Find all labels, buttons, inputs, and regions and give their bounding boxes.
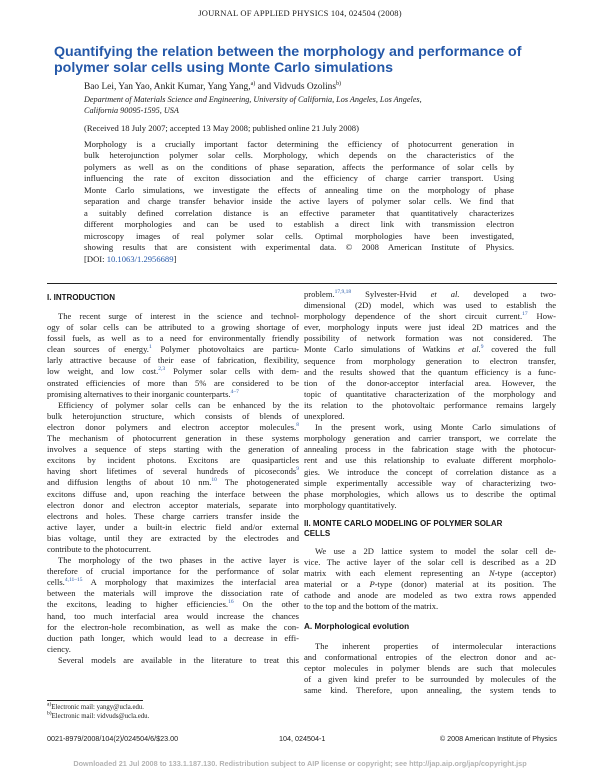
author-list (84, 82, 341, 92)
text-segment: morphology quantitatively. (304, 499, 397, 510)
text-line (47, 599, 299, 610)
text-segment: excitons diffuse and, upon reaching the interface between the (47, 488, 299, 499)
text-line (304, 478, 556, 489)
text-segment: material or a (304, 579, 370, 590)
text-line (304, 411, 556, 422)
text-line (304, 333, 556, 344)
text-line (304, 344, 556, 355)
text-segment: electron donor and electron acceptor materials, separate into (47, 499, 299, 510)
footer-issn: 0021-8979/2008/104(2)/024504/6/$23.00 (47, 734, 179, 743)
reference-citation[interactable]: 17,9,18 (334, 289, 352, 296)
text-line (304, 422, 556, 433)
section-heading-monte-carlo-line-2: CELLS (304, 528, 331, 538)
text-line (304, 579, 556, 590)
text-segment: Sylvester-Hvid (351, 289, 431, 299)
text-segment: larly attractive because of their ease of fabrication, flexibility, (47, 355, 299, 366)
text-line (47, 366, 299, 377)
left-column-text (47, 311, 299, 666)
text-line (304, 444, 556, 455)
text-segment: The mechanism of photocurrent generation in these systems (47, 433, 299, 444)
italic-text: et al. (430, 289, 460, 299)
author-footnote-mark-b[interactable]: b) (336, 80, 342, 87)
footer-copyright: © 2008 American Institute of Physics (439, 734, 557, 743)
text-segment: electrons and holes. These charge carriers transfer inside the (47, 510, 299, 521)
text-segment: cells. (47, 577, 65, 588)
text-segment: A morphology that maximizes the interfacial area (82, 577, 299, 588)
text-segment: How- (527, 311, 556, 322)
reference-citation[interactable]: 1 (148, 344, 152, 351)
text-line (304, 663, 556, 674)
reference-citation[interactable]: 10 (211, 477, 217, 484)
text-line (47, 611, 299, 622)
text-segment: Polymer photovoltaics are particu- (151, 344, 299, 355)
text-segment: Several models are available in the literature to treat this (58, 654, 299, 665)
text-segment: Monte Carlo simulations of Watkins (304, 344, 459, 355)
text-segment: The photogenerated (216, 477, 299, 488)
footnote-b-text[interactable]: Electronic mail: vidvuds@ucla.edu. (51, 713, 150, 720)
text-segment: fossil fuels, as well as to a need for environmentally friendly (47, 333, 299, 344)
footnote-a-text[interactable]: Electronic mail: yangy@ucla.edu. (51, 704, 144, 711)
text-line (304, 652, 556, 663)
text-segment: clean sources of energy. (47, 344, 149, 355)
text-line (47, 422, 299, 433)
reference-citation[interactable]: 9 (480, 344, 484, 351)
text-segment: matrix with each element representing an (304, 568, 490, 579)
text-line (47, 444, 299, 455)
text-line (47, 344, 299, 355)
text-line (304, 389, 556, 400)
text-segment: dimensional (2D) model, which was used to establish the (304, 300, 556, 311)
affiliation (84, 94, 524, 116)
text-segment: onstrated efficiencies of more than 5% are considered to be (47, 377, 299, 388)
download-notice: Downloaded 21 Jul 2008 to 133.1.187.130. Redistribution subject to AIP license or copyright; see http://jap.aip.org/jap/copyright.jsp (73, 759, 527, 768)
reference-citation[interactable]: 9 (296, 466, 299, 473)
text-segment: phase morphologies, which allows us to describe the optimal (304, 488, 556, 499)
text-segment: bulk heterojunction structure, which consists of blends of (47, 410, 299, 421)
text-segment: rent and use this relationship to evaluate different morpholo- (304, 455, 556, 466)
text-segment: between the materials will improve the dissociation rate of (47, 588, 299, 599)
text-line (47, 566, 299, 577)
author-names-1: Bao Lei, Yan Yao, Ankit Kumar, Yang Yang, (84, 82, 251, 92)
abstract-line: influencing the rate of exciton dissociation and the efficiency of charge carrier transport. Using (84, 173, 514, 184)
doi-line (84, 254, 514, 265)
text-segment: The recent surge of interest in the science and technol- (58, 311, 299, 321)
text-segment: We use a 2D lattice system to model the solar cell de- (315, 545, 556, 556)
text-line (304, 289, 556, 300)
text-segment: morphology generation and carrier transport, we correlate the (304, 433, 556, 444)
text-segment: developed a two- (459, 289, 557, 299)
left-column (47, 293, 299, 666)
text-line (47, 455, 299, 466)
text-segment: and diffusion lengths of about 10 nm. (47, 477, 212, 488)
text-line (47, 355, 299, 366)
text-line (304, 674, 556, 685)
right-column (304, 289, 556, 696)
text-segment: ever, morphology inputs were just ideal 2D matrices and the (304, 322, 556, 333)
footnotes (47, 703, 149, 721)
italic-text: et al. (458, 344, 481, 355)
text-line (304, 322, 556, 333)
text-line (304, 467, 556, 478)
text-segment: cathode and anode are modeled as two extra rows appended (304, 590, 556, 601)
text-line (304, 300, 556, 311)
text-segment: excitons by incident photons. Excitons are quasiparticles (47, 455, 299, 466)
text-segment: electron donor polymers and electron acceptor molecules. (47, 421, 297, 432)
text-segment: therefore of crucial importance for the performance of solar (47, 566, 299, 577)
text-segment: ceptor molecules in polymer blends are such that molecules (304, 662, 556, 673)
text-segment: its relation to the photovoltaic performance remains largely (304, 399, 556, 410)
doi-link[interactable]: 10.1063/1.2956689 (106, 253, 174, 264)
text-line (304, 489, 556, 500)
text-line (304, 433, 556, 444)
text-segment: and the results showed that the quantum efficiency is a func- (304, 366, 556, 377)
text-line (304, 455, 556, 466)
article-title: Quantifying the relation between the morphology and performance of polymer solar cells using Monte Carlo simulations (54, 44, 522, 76)
abstract-line: different morphologies and can be used to establish a direct link with transmission electron (84, 219, 514, 230)
text-line (304, 367, 556, 378)
text-segment: simple experimentally accessible way of characterizing two- (304, 477, 556, 488)
text-line (47, 533, 299, 544)
text-segment: same kind. Therefore, upon annealing, the system tends to (304, 684, 556, 695)
reference-citation[interactable]: 4,11–15 (64, 577, 83, 584)
text-segment: -type (donor) material at its position. The (374, 579, 556, 590)
text-segment: annealing process in the fabrication stage with the photocur- (304, 444, 556, 455)
received-dates: (Received 18 July 2007; accepted 13 May 2008; published online 21 July 2008) (84, 123, 359, 133)
text-segment: The morphology of the two phases in the active layer is (58, 555, 299, 566)
text-line (304, 378, 556, 389)
text-line (47, 433, 299, 444)
author-footnote-mark-a[interactable]: a) (250, 80, 256, 87)
text-line (47, 466, 299, 477)
text-segment: morphology dependence of the short circuit current. (304, 311, 523, 322)
text-segment: having short lifetimes of several hundreds of picoseconds (47, 466, 297, 477)
text-line (47, 500, 299, 511)
text-segment: duction path longer, which would lead to a decrease in effi- (47, 632, 299, 643)
text-segment: Polymer solar cells with dem- (165, 366, 299, 377)
doi-suffix: ] (173, 253, 177, 264)
abstract-line: polymers as well as on the conditions of phase separation, affects the performance of solar cells by (84, 161, 514, 172)
text-line (47, 411, 299, 422)
italic-text: P (369, 579, 375, 590)
right-column-text-bottom (304, 641, 556, 696)
text-segment: the excitons, leading to higher efficiencies. (47, 599, 229, 610)
journal-header: JOURNAL OF APPLIED PHYSICS 104, 024504 (2008) (198, 8, 402, 18)
right-column-text-mid (304, 546, 556, 613)
text-line (47, 655, 299, 666)
text-segment: promising alternatives to their inorganic counterparts. (47, 388, 231, 399)
text-line (47, 389, 299, 400)
abstract-line: separation and charge transfer behavior inside the active layers of polymer solar cells. We find that (84, 196, 514, 207)
text-line (47, 311, 299, 322)
text-line (47, 544, 299, 555)
abstract-line: Monte Carlo simulations, we investigate the effects of annealing time on the morphology of phase (84, 184, 514, 195)
text-line (304, 641, 556, 652)
section-heading-introduction: I. INTRODUCTION (47, 293, 115, 302)
text-segment: to the top and the bottom of the matrix. (304, 601, 439, 612)
text-line (47, 477, 299, 488)
text-line (304, 685, 556, 696)
section-heading-monte-carlo (304, 519, 556, 539)
text-line (47, 577, 299, 588)
text-line (47, 322, 299, 333)
text-line (47, 588, 299, 599)
text-segment: sequence from morphology generation to electron transfer, (304, 355, 556, 366)
right-column-text-top (304, 289, 556, 511)
text-line (304, 546, 556, 557)
text-line (47, 378, 299, 389)
text-line (47, 644, 299, 655)
text-line (47, 522, 299, 533)
text-line (47, 333, 299, 344)
reference-citation[interactable]: 2,3 (158, 366, 166, 373)
footnote-a-mark: a) (47, 701, 52, 708)
footnote-divider (47, 700, 143, 701)
text-segment: The inherent properties of intermolecular interactions (315, 640, 556, 651)
footnote-a (47, 703, 149, 712)
doi-prefix: [DOI: (84, 253, 107, 264)
text-line (47, 511, 299, 522)
text-segment: bias voltage, until they are extracted by the electrodes and (47, 532, 299, 543)
text-line (304, 601, 556, 612)
abstract (84, 139, 514, 265)
text-line (304, 356, 556, 367)
abstract-line: bulk heterojunction polymer solar cells. Morphology, which depends on the characteristics of the (84, 150, 514, 161)
subsection-heading-morphological-evolution: A. Morphological evolution (304, 622, 410, 632)
text-segment: problem. (304, 289, 335, 299)
text-segment: On the other (233, 599, 300, 610)
text-segment: In the present work, using Monte Carlo simulations of (315, 422, 556, 433)
footnote-b-mark: b) (47, 710, 52, 717)
text-segment: ogy of solar cells can be attributed to a growing shortage of (47, 322, 299, 333)
section-divider (47, 283, 557, 284)
text-segment: covered the full (483, 344, 556, 355)
text-line (47, 489, 299, 500)
abstract-line: a suitably defined correlation distance is an effective parameter that quantitatively characterizes (84, 207, 514, 218)
text-segment: low weight, and low cost. (47, 366, 159, 377)
text-line (47, 555, 299, 566)
reference-citation[interactable]: 17 (522, 311, 528, 318)
text-line (304, 557, 556, 568)
italic-text: N (489, 568, 495, 579)
text-segment: for the electron-hole recombination, as well as make the con- (47, 621, 299, 632)
abstract-line: microscopy images of real polymer solar cells. Optimal morphologies have been investigated, (84, 230, 514, 241)
text-line (304, 500, 556, 511)
footnote-b (47, 712, 149, 721)
text-line (304, 400, 556, 411)
reference-citation[interactable]: 16 (228, 599, 234, 606)
abstract-line: Morphology is a crucially important factor determining the efficiency of photocurrent generation in (84, 139, 514, 149)
author-names-2: and Vidvuds Ozolins (255, 82, 337, 92)
text-segment: tion of the donor-acceptor interfacial area. However, the (304, 377, 556, 388)
text-line (304, 311, 556, 322)
text-segment: and conformational entropies of the electron donor and ac- (304, 651, 556, 662)
text-segment: Efficiency of polymer solar cells can be enhanced by the (58, 399, 299, 410)
reference-citation[interactable]: 8 (296, 422, 299, 429)
affiliation-line-2: California 90095-1595, USA (84, 106, 179, 115)
text-segment: unexplored. (304, 411, 345, 422)
text-segment: active layer, under a built-in electric field and/or external (47, 521, 299, 532)
text-line (304, 568, 556, 579)
footer-page-number: 104, 024504-1 (279, 734, 326, 743)
text-segment: topic of quantitative characterization of the morphology and (304, 388, 556, 399)
text-segment: involves a sequence of steps starting with the generation of (47, 444, 299, 455)
text-segment: possibility of network formation was not considered. The (304, 333, 556, 344)
text-segment: of a given kind prefer to be surrounded by molecules of the (304, 673, 556, 684)
text-segment: gies. We introduce the concept of correlation distance as a (304, 466, 556, 477)
section-heading-monte-carlo-line-1: II. MONTE CARLO MODELING OF POLYMER SOLAR (304, 518, 503, 528)
abstract-line: showing results that are consistent with experimental data. © 2008 American Institute of Physics. (84, 242, 514, 253)
text-segment: ciency. (47, 643, 71, 654)
text-segment: vice. The active layer of the solar cell is described as a 2D (304, 556, 556, 567)
text-line (47, 622, 299, 633)
text-line (304, 590, 556, 601)
text-line (47, 633, 299, 644)
reference-citation[interactable]: 4–7 (230, 388, 239, 395)
text-line (47, 400, 299, 411)
text-segment: hand, too much interfacial area would increase the chances (47, 610, 299, 621)
affiliation-line-1: Department of Materials Science and Engineering, University of California, Los Angeles, Los Angeles, (84, 95, 422, 104)
text-segment: contribute to the photocurrent. (47, 543, 151, 554)
text-segment: -type (acceptor) (494, 568, 556, 579)
